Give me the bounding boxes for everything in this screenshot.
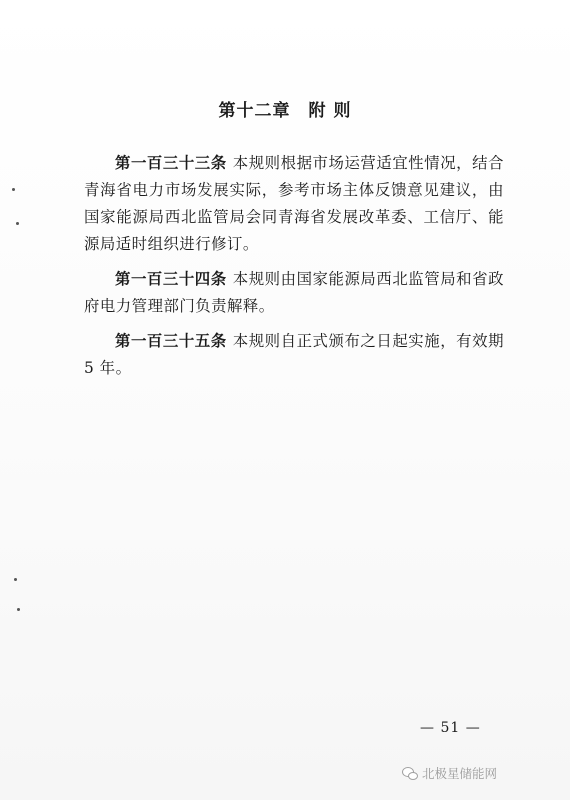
article-text: 本规则自正式颁布之日起实施，有效期 5 年。 (84, 332, 504, 377)
article-text: 本规则由国家能源局西北监管局和省政府电力管理部门负责解释。 (84, 270, 504, 315)
scan-speck (16, 222, 19, 225)
article-134 (84, 266, 504, 320)
article-number: 第一百三十三条 (115, 154, 227, 172)
scan-speck (14, 578, 17, 581)
chapter-title (0, 96, 570, 121)
wechat-icon (402, 767, 418, 779)
chapter-name: 附 则 (308, 101, 352, 121)
article-text: 本规则根据市场运营适宜性情况，结合青海省电力市场发展实际，参考市场主体反馈意见建议，由国家能源局西北监管局会同青海省发展改革委、工信厅、能源局适时组织进行修订。 (84, 154, 504, 253)
article-number: 第一百三十五条 (115, 332, 227, 350)
watermark (402, 764, 497, 782)
page-number: — 51 — (420, 720, 481, 736)
watermark-text: 北极星储能网 (422, 766, 498, 781)
article-133 (84, 150, 504, 258)
article-number: 第一百三十四条 (115, 270, 227, 288)
document-body (84, 150, 504, 390)
chapter-number: 第十二章 (218, 101, 291, 121)
scan-speck (12, 188, 15, 191)
article-135 (84, 328, 504, 382)
scan-speck (17, 608, 20, 611)
